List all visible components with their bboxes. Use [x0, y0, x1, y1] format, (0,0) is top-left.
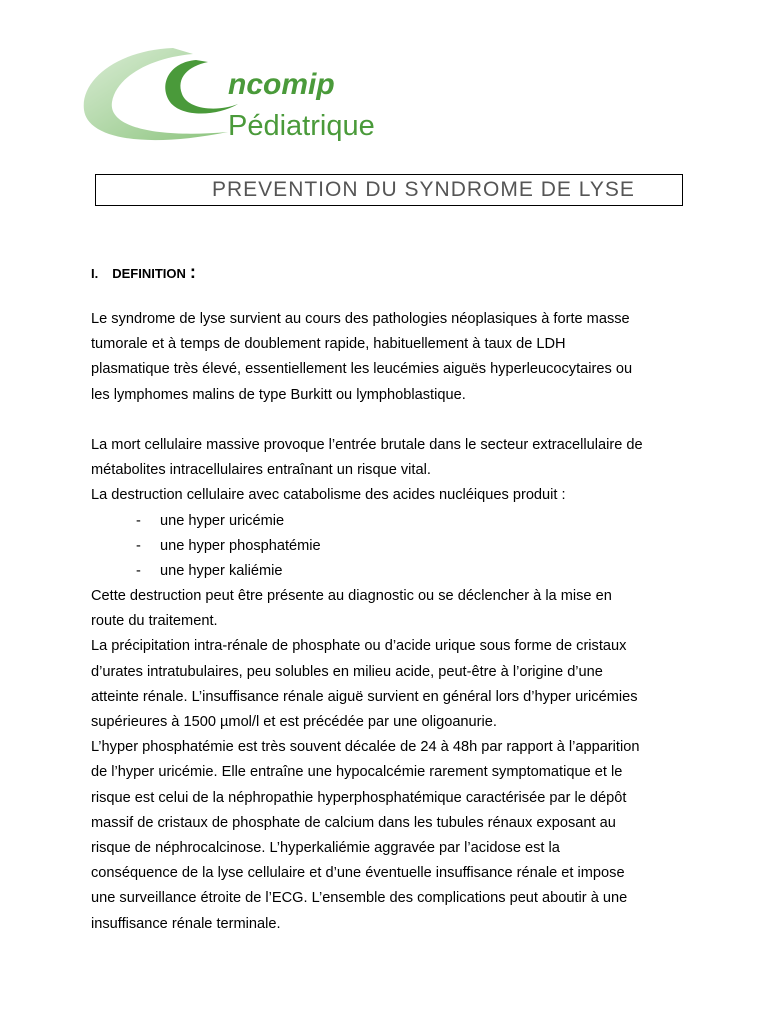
- oncomip-logo: [78, 40, 418, 150]
- paragraph-line: les lymphomes malins de type Burkitt ou lymphoblastique.: [91, 386, 466, 403]
- paragraph-line: La mort cellulaire massive provoque l’entrée brutale dans le secteur extracellulaire de: [91, 437, 643, 453]
- paragraph-1: [91, 307, 632, 408]
- section-heading: [91, 262, 196, 283]
- logo-brand: ncomip: [228, 68, 335, 101]
- paragraph-line: atteinte rénale. L’insuffisance rénale aiguë survient en général lors d’hyper uricémies: [91, 688, 638, 705]
- paragraph-line: L’hyper phosphatémie est très souvent décalée de 24 à 48h par rapport à l’apparition: [91, 739, 640, 756]
- bullet-list: [136, 509, 321, 585]
- paragraph-line: de l’hyper uricémie. Elle entraîne une hypocalcémie rarement symptomatique et le: [91, 764, 623, 781]
- paragraph-line: une surveillance étroite de l’ECG. L’ensemble des complications peut aboutir à une: [91, 890, 628, 907]
- paragraph-line: La destruction cellulaire avec catabolisme des acides nucléiques produit :: [91, 487, 566, 504]
- section-label: DEFINITION: [112, 266, 186, 281]
- section-number: I.: [91, 266, 99, 281]
- paragraph-line: route du traitement.: [91, 613, 218, 630]
- paragraph-line: supérieures à 1500 µmol/l et est précédée par une oligoanurie.: [91, 714, 497, 731]
- paragraph-line: métabolites intracellulaires entraînant un risque vital.: [91, 462, 431, 479]
- page-title: PREVENTION DU SYNDROME DE LYSE: [212, 178, 635, 201]
- paragraph-line: risque de néphrocalcinose. L’hyperkaliémie aggravée par l’acidose est la: [91, 840, 560, 857]
- paragraph-line: conséquence de la lyse cellulaire et d’une éventuelle insuffisance rénale et impose: [91, 865, 625, 882]
- paragraph-line: tumorale et à temps de doublement rapide, habituellement à taux de LDH: [91, 336, 566, 353]
- paragraph-line: plasmatique très élevé, essentiellement les leucémies aiguës hyperleucocytaires ou: [91, 361, 633, 378]
- paragraph-line: d’urates intratubulaires, peu solubles en milieu acide, peut-être à l’origine d’une: [91, 663, 603, 680]
- list-item: - une hyper phosphatémie: [136, 538, 321, 555]
- paragraph-line: Cette destruction peut être présente au diagnostic ou se déclencher à la mise en: [91, 588, 612, 604]
- list-item: - une hyper uricémie: [136, 513, 285, 529]
- paragraph-line: Le syndrome de lyse survient au cours des pathologies néoplasiques à forte masse: [91, 311, 630, 327]
- paragraph-line: risque est celui de la néphropathie hyperphosphatémique caractérisée par le dépôt: [91, 789, 627, 806]
- list-item: - une hyper kaliémie: [136, 563, 283, 580]
- title-box: [95, 174, 683, 206]
- paragraph-line: La précipitation intra-rénale de phosphate ou d’acide urique sous forme de cristaux: [91, 638, 627, 655]
- section-colon: :: [189, 262, 196, 282]
- paragraph-line: insuffisance rénale terminale.: [91, 915, 281, 932]
- paragraph-line: massif de cristaux de phosphate de calcium dans les tubules rénaux exposant au: [91, 814, 616, 831]
- logo-subtitle: Pédiatrique: [228, 110, 375, 142]
- paragraph-3: [91, 584, 639, 937]
- paragraph-2: [91, 433, 643, 509]
